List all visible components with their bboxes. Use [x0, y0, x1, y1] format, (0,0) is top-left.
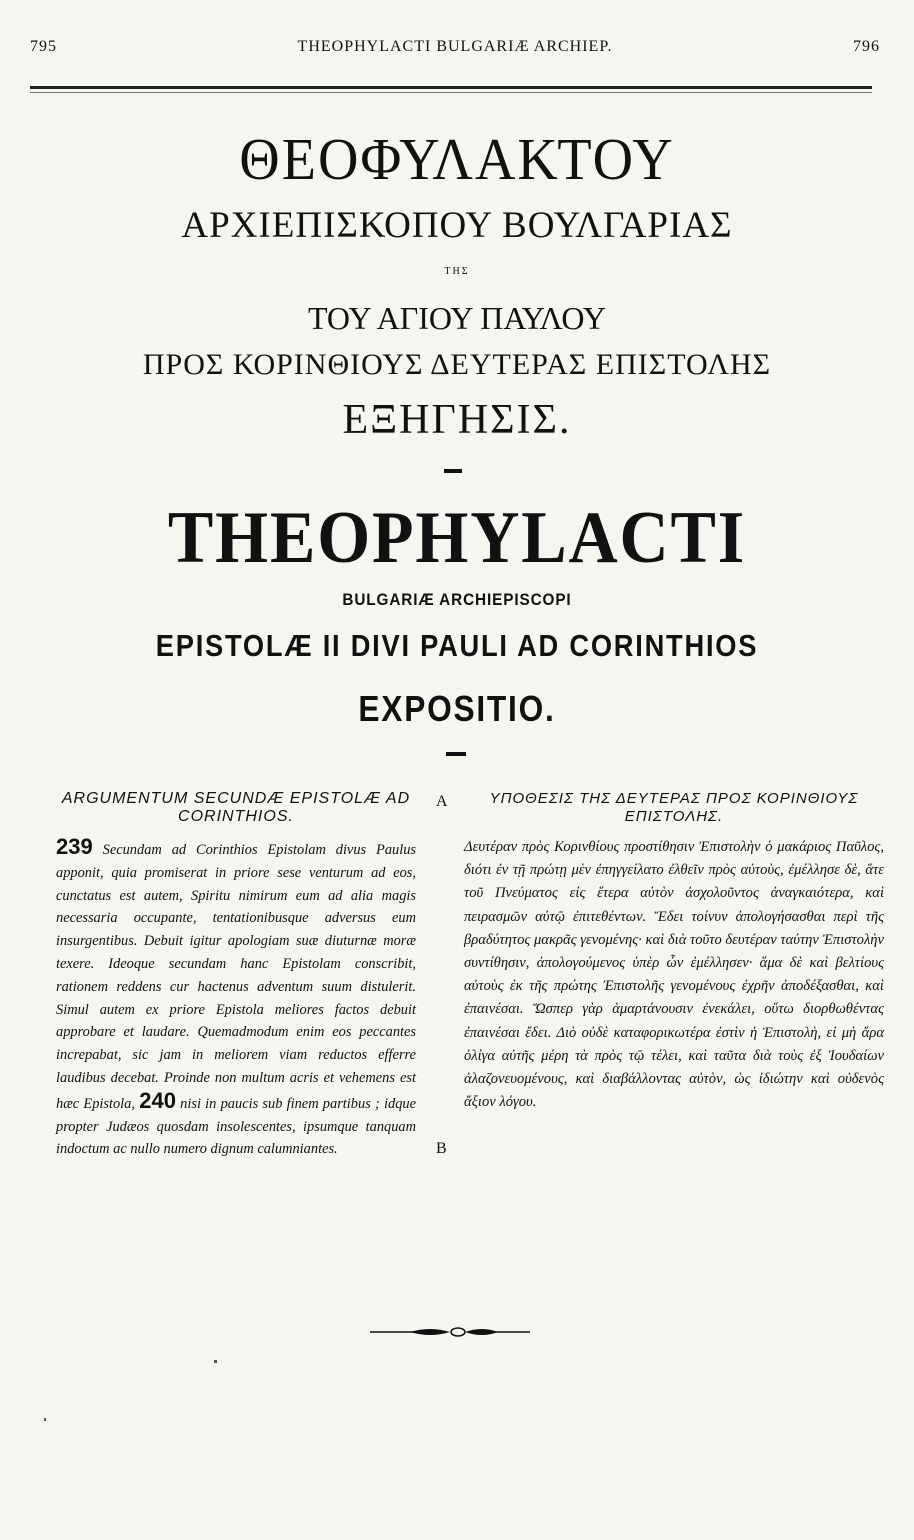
column-number: 240: [139, 1087, 176, 1113]
latin-title-office: BULGARIÆ ARCHIEPISCOPI: [342, 590, 572, 609]
header-rule: [30, 86, 872, 89]
greek-title-office: ΑΡΧΙΕΠΙΣΚΟΠΟΥ ΒΟΥΛΓΑΡΙΑΣ: [181, 205, 733, 246]
title-separator-dash: [444, 469, 462, 473]
header-rule-thin: [30, 92, 872, 93]
greek-title-exegesis: ΕΞΗΓΗΣΙΣ.: [342, 397, 572, 443]
running-head-title: THEOPHYLACTI BULGARIÆ ARCHIEP.: [297, 38, 613, 55]
latin-argument-column: [56, 790, 416, 1161]
margin-marker-a: A: [436, 793, 448, 810]
greek-title-author: ΘΕΟΦΥΛΑΚΤΟΥ: [239, 127, 675, 193]
running-head: [30, 38, 880, 62]
latin-text-part-2: nisi in paucis sub finem partibus ; idque propter Judæos quosdam insolescentes, ipsumque tanquam indoctum ac nullo numero dignum calumniantes.: [56, 1095, 416, 1158]
latin-title-author: THEOPHYLACTI: [167, 497, 747, 579]
greek-title-apostle: ΤΟΥ ΑΓΙΟΥ ΠΑΥΛΟΥ: [307, 300, 607, 336]
title-separator-dash-2: [446, 752, 466, 756]
greek-title-epistle: ΠΡΟΣ ΚΟΡΙΝΘΙΟΥΣ ΔΕΥΤΕΡΑΣ ΕΠΙΣΤΟΛΗΣ: [142, 348, 772, 381]
print-speck: [214, 1360, 217, 1363]
greek-title-article: ΤΗΣ: [444, 266, 470, 277]
greek-argument-text: Δευτέραν πρὸς Κορινθίους προστίθησιν Ἐπιστολὴν ὁ μακάριος Παῦλος, διότι ἐν τῇ πρώτῃ μὲν ἐπηγγείλατο ἐλθεῖν πρὸς αὐτοὺς, ἐμέλλησε δὲ, ἅτε τοῦ Πνεύματος εἰς ἕτερα αὐτὸν ἀσχολοῦντος ἀναγκαιότερα, καὶ πειρασμῶν αὐτῷ ἐπιτεθέντων. Ἔδει τοίνυν ἀπολογήσασθαι περὶ τῆς βραδύτητος μακρᾶς γενομένης· καὶ διὰ τοῦτο δευτέραν ταύτην Ἐπιστολὴν συντίθησιν, ἀπολογούμενος ὑπὲρ ὧν ἐμέλλησεν· ἅμα δὲ καὶ βελτίους αὐτοὺς ἐκ τῆς πρώτης Ἐπιστολῆς γενομένους ἐχρῆν ἀποδέξασθαι, καὶ ἐπαινέσαι. Ὥσπερ γὰρ ἁμαρτάνουσιν ἐνεκάλει, οὕτω διορθωθέντας ἐπαινέσαι ἔδει. Διὸ οὐδὲ καταφορικωτέρα ἐστὶν ἡ Ἐπιστολὴ, εἰ μὴ ἄρα ὀλίγα αὐτῆς μέρη τὰ πρὸς τῷ τέλει, καὶ ταῦτα διὰ τοὺς ἐξ Ἰουδαίων ἀλαζονευομένους, καὶ διαβάλλοντας αὐτὸν, ὡς ἰδιώτην καὶ οὐδενὸς ἄξιον λόγου.: [464, 839, 885, 1111]
page-number-left: 795: [30, 38, 57, 55]
end-ornament: [370, 1325, 530, 1339]
latin-argument-heading: ARGUMENTUM SECUNDÆ EPISTOLÆ AD CORINTHIOS.: [61, 790, 411, 825]
latin-title-epistle: EPISTOLÆ II DIVI PAULI AD CORINTHIOS: [155, 628, 759, 663]
margin-marker-b: B: [436, 1140, 447, 1157]
greek-argument-column: [464, 790, 884, 1114]
latin-title-expositio: EXPOSITIO.: [358, 688, 556, 729]
print-speck: [44, 1418, 46, 1421]
page-number-right: 796: [853, 38, 880, 55]
latin-text-part-1: Secundam ad Corinthios Epistolam divus Paulus apponit, quia promiserat in priore sese venturum ad eos, cunctatus est autem, Spiritu nimirum eum ad alia magis necessaria occupante, tentationibusque adversus eum insurgentibus. Debuit igitur apologiam suæ diuturnæ moræ texere. Ideoque secundam hanc Epistolam conscribit, rationem reddens cur hactenus adventum suum distulerit. Simul autem ex priore Epistola meliores factos debuit approbare et laudare. Quemadmodum enim eos peccantes increpabat, sic jam in meliorem viam reductos efferre laudibus decebat. Proinde non multum acris et vehemens est hæc Epistola,: [56, 842, 417, 1112]
greek-argument-heading: ΥΠΟΘΕΣΙΣ ΤΗΣ ΔΕΥΤΕΡΑΣ ΠΡΟΣ ΚΟΡΙΝΘΙΟΥΣ ΕΠΙΣΤΟΛΗΣ.: [489, 790, 859, 825]
column-number: 239: [56, 834, 93, 859]
latin-argument-text: [56, 836, 416, 1161]
